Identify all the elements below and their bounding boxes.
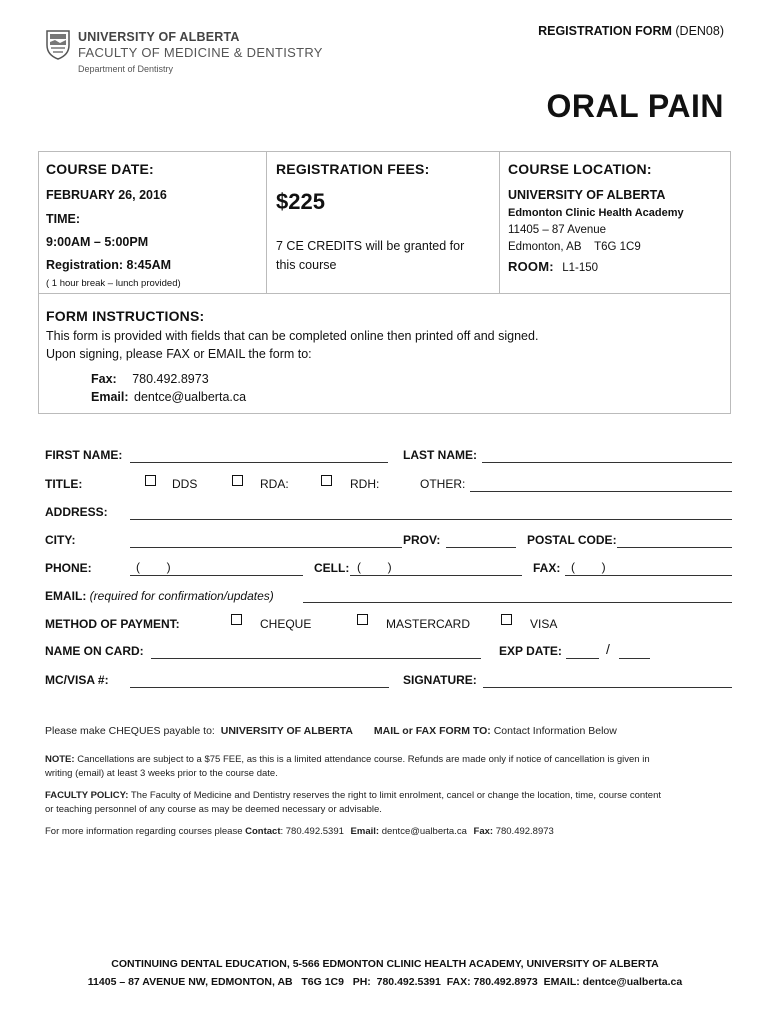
location-header: COURSE LOCATION: bbox=[508, 161, 652, 177]
fees-header: REGISTRATION FEES: bbox=[276, 161, 430, 177]
exp-month-field[interactable] bbox=[566, 658, 599, 659]
rda-checkbox[interactable] bbox=[232, 475, 243, 486]
mail-label: MAIL or FAX FORM TO: bbox=[373, 725, 491, 737]
email-label: Email: bbox=[91, 390, 129, 404]
first-name-field[interactable] bbox=[130, 462, 388, 463]
rdh-label: RDH: bbox=[350, 477, 380, 491]
payment-label: METHOD OF PAYMENT: bbox=[45, 617, 180, 631]
course-time: 9:00AM – 5:00PM bbox=[46, 235, 149, 249]
column-divider bbox=[266, 152, 267, 293]
room-label: ROOM: bbox=[508, 259, 554, 274]
card-number-field[interactable] bbox=[130, 687, 389, 688]
faculty-policy-line2: or teaching personnel of any course as may be deemed necessary or advisable. bbox=[45, 804, 382, 815]
dds-checkbox[interactable] bbox=[145, 475, 156, 486]
exp-date-slash: / bbox=[606, 641, 610, 657]
location-street: 11405 – 87 Avenue bbox=[508, 224, 607, 236]
prov-field[interactable] bbox=[446, 547, 516, 548]
policy-label: FACULTY POLICY: bbox=[45, 790, 129, 801]
faculty-name: FACULTY OF MEDICINE & DENTISTRY bbox=[78, 45, 323, 60]
title-label: TITLE: bbox=[45, 477, 83, 491]
mail-text: Contact Information Below bbox=[493, 725, 617, 737]
cheque-label: CHEQUE bbox=[260, 617, 312, 631]
note-text: Cancellations are subject to a $75 FEE, as this is a limited attendance course. Refunds are made only if notice of cancellation is given in bbox=[77, 754, 650, 765]
prov-label: PROV: bbox=[403, 533, 441, 547]
name-on-card-field[interactable] bbox=[151, 658, 481, 659]
more-info-email-label: Email: bbox=[350, 826, 380, 837]
course-date: FEBRUARY 26, 2016 bbox=[46, 188, 167, 202]
section-divider bbox=[39, 293, 730, 294]
visa-checkbox[interactable] bbox=[501, 614, 512, 625]
instructions-line2: Upon signing, please FAX or EMAIL the form to: bbox=[46, 347, 312, 361]
email-field[interactable] bbox=[303, 602, 732, 603]
fax-field[interactable] bbox=[565, 575, 732, 576]
cheque-checkbox[interactable] bbox=[231, 614, 242, 625]
name-on-card-label: NAME ON CARD: bbox=[45, 644, 144, 658]
break-note: ( 1 hour break – lunch provided) bbox=[46, 278, 181, 289]
email-field-label bbox=[45, 589, 274, 603]
cell-label: CELL: bbox=[314, 561, 350, 575]
fee-amount: $225 bbox=[276, 189, 325, 214]
signature-label: SIGNATURE: bbox=[403, 673, 477, 687]
instructions-line1: This form is provided with fields that can be completed online then printed off and signed. bbox=[46, 329, 539, 343]
cell-field[interactable] bbox=[350, 575, 522, 576]
page-title: ORAL PAIN bbox=[546, 88, 724, 124]
location-building: Edmonton Clinic Health Academy bbox=[508, 207, 684, 219]
phone-label: PHONE: bbox=[45, 561, 92, 575]
form-label bbox=[538, 24, 724, 38]
course-date-header: COURSE DATE: bbox=[46, 161, 154, 177]
cheques-note bbox=[45, 724, 617, 738]
faculty-policy bbox=[45, 789, 661, 803]
footer-line1: CONTINUING DENTAL EDUCATION, 5-566 EDMONTON CLINIC HEALTH ACADEMY, UNIVERSITY OF ALBERTA bbox=[111, 958, 659, 970]
note-label: NOTE: bbox=[45, 754, 75, 765]
email-address: dentce@ualberta.ca bbox=[134, 390, 247, 404]
last-name-label: LAST NAME: bbox=[403, 448, 477, 462]
instructions-email bbox=[91, 390, 246, 404]
form-label-text: REGISTRATION FORM bbox=[538, 24, 672, 38]
phone-field[interactable] bbox=[130, 575, 303, 576]
first-name-label: FIRST NAME: bbox=[45, 448, 123, 462]
fax-area-code: ( ) bbox=[571, 560, 606, 574]
cancellation-note-line2: writing (email) at least 3 weeks prior to the course date. bbox=[45, 768, 278, 779]
last-name-field[interactable] bbox=[482, 462, 732, 463]
visa-label: VISA bbox=[530, 617, 558, 631]
city-field[interactable] bbox=[130, 547, 402, 548]
contact-phone: : 780.492.5391 bbox=[280, 826, 344, 837]
exp-date-label: EXP DATE: bbox=[499, 644, 562, 658]
cell-area-code: ( ) bbox=[357, 560, 392, 574]
contact-label: Contact bbox=[245, 826, 281, 837]
mastercard-checkbox[interactable] bbox=[357, 614, 368, 625]
department-name: Department of Dentistry bbox=[78, 64, 174, 74]
instructions-header: FORM INSTRUCTIONS: bbox=[46, 308, 205, 324]
address-field[interactable] bbox=[130, 519, 732, 520]
fax-number: 780.492.8973 bbox=[132, 372, 209, 386]
email-note: (required for confirmation/updates) bbox=[89, 589, 274, 603]
university-crest-icon bbox=[46, 30, 70, 60]
postal-code-label: POSTAL CODE: bbox=[527, 533, 617, 547]
fax-label: Fax: bbox=[91, 372, 117, 386]
registration-time: Registration: 8:45AM bbox=[46, 258, 172, 272]
cancellation-note bbox=[45, 753, 650, 767]
other-field[interactable] bbox=[470, 491, 732, 492]
footer-line2: 11405 – 87 AVENUE NW, EDMONTON, AB T6G 1C9 PH: 780.492.5391 FAX: 780.492.8973 EMAIL: dentce@ualberta.ca bbox=[87, 976, 683, 988]
university-name: UNIVERSITY OF ALBERTA bbox=[78, 30, 240, 44]
dds-label: DDS bbox=[172, 477, 198, 491]
location-city: Edmonton, AB T6G 1C9 bbox=[508, 241, 641, 253]
cheques-prefix: Please make CHEQUES payable to: bbox=[45, 725, 215, 737]
phone-area-code: ( ) bbox=[136, 560, 171, 574]
room bbox=[508, 258, 598, 276]
exp-year-field[interactable] bbox=[619, 658, 650, 659]
postal-code-field[interactable] bbox=[617, 547, 732, 548]
signature-field[interactable] bbox=[483, 687, 732, 688]
more-info-fax: 780.492.8973 bbox=[495, 826, 554, 837]
more-info-text: For more information regarding courses please bbox=[45, 826, 243, 837]
location-name: UNIVERSITY OF ALBERTA bbox=[508, 188, 666, 202]
other-label: OTHER: bbox=[420, 477, 466, 491]
card-number-label: MC/VISA #: bbox=[45, 673, 109, 687]
address-label: ADDRESS: bbox=[45, 505, 108, 519]
instructions-fax bbox=[91, 372, 209, 386]
course-info-box bbox=[38, 151, 731, 414]
cheques-payee: UNIVERSITY OF ALBERTA bbox=[220, 725, 353, 737]
ce-credits: 7 CE CREDITS will be granted for this course bbox=[276, 239, 465, 272]
time-header: TIME: bbox=[46, 212, 81, 226]
mastercard-label: MASTERCARD bbox=[386, 617, 471, 631]
room-number: L1-150 bbox=[562, 262, 599, 274]
email-label-text: EMAIL: bbox=[45, 589, 87, 603]
rdh-checkbox[interactable] bbox=[321, 475, 332, 486]
policy-text: The Faculty of Medicine and Dentistry reserves the right to limit enrolment, cancel or change the location, time, course content bbox=[130, 790, 662, 801]
more-info bbox=[45, 825, 554, 839]
fax-field-label: FAX: bbox=[533, 561, 561, 575]
form-code: (DEN08) bbox=[675, 24, 724, 38]
column-divider bbox=[499, 152, 500, 293]
more-info-email: dentce@ualberta.ca bbox=[381, 826, 467, 837]
city-label: CITY: bbox=[45, 533, 76, 547]
rda-label: RDA: bbox=[260, 477, 289, 491]
more-info-fax-label: Fax: bbox=[473, 826, 494, 837]
